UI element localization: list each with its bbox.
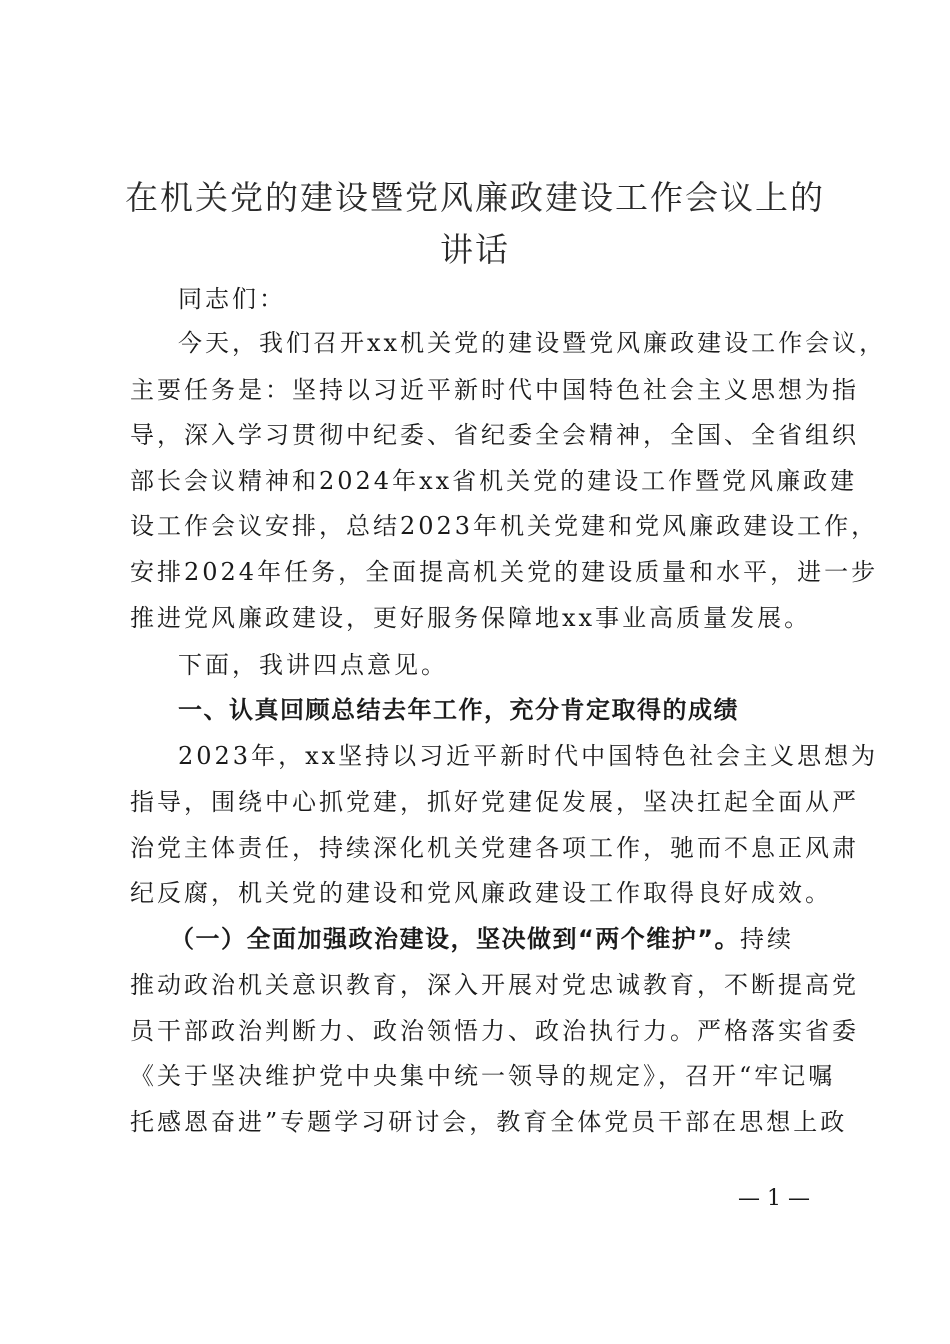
intro-line-7: 推进党风廉政建设，更好服务保障地xx事业高质量发展。 xyxy=(130,604,812,632)
section-1-line-2: 指导，围绕中心抓党建，抓好党建促发展，坚决扛起全面从严 xyxy=(130,788,859,816)
document-title-line-2: 讲话 xyxy=(440,230,510,269)
section-1-line-3: 治党主体责任，持续深化机关党建各项工作，驰而不息正风肃 xyxy=(130,834,859,862)
subsection-1-first-line-rest: 持续 xyxy=(740,925,795,953)
section-1-line-4: 纪反腐，机关党的建设和党风廉政建设工作取得良好成效。 xyxy=(130,879,832,907)
intro-line-4: 部长会议精神和2024年xx省机关党的建设工作暨党风廉政建 xyxy=(130,467,858,495)
intro-line-5: 设工作会议安排，总结2023年机关党建和党风廉政建设工作， xyxy=(130,512,879,540)
subsection-1-first-line xyxy=(170,922,794,956)
subsection-1-line-4: 《关于坚决维护党中央集中统一领导的规定》，召开“牢记嘱 xyxy=(130,1062,836,1090)
page-number: — 1 — xyxy=(738,1186,810,1211)
salutation: 同志们： xyxy=(178,285,286,313)
intro-line-2: 主要任务是：坚持以习近平新时代中国特色社会主义思想为指 xyxy=(130,376,859,404)
section-1-heading: 一、认真回顾总结去年工作，充分肯定取得的成绩 xyxy=(178,696,739,724)
section-1-line-1: 2023年，xx坚持以习近平新时代中国特色社会主义思想为 xyxy=(178,742,879,770)
intro-line-6: 安排2024年任务，全面提高机关党的建设质量和水平，进一步 xyxy=(130,558,879,586)
subsection-1-heading: （一）全面加强政治建设，坚决做到“两个维护”。 xyxy=(170,925,741,953)
intro-line-1: 今天，我们召开xx机关党的建设暨党风廉政建设工作会议， xyxy=(178,329,887,357)
subsection-1-line-5: 托感恩奋进”专题学习研讨会，教育全体党员干部在思想上政 xyxy=(130,1108,848,1136)
subsection-1-line-3: 员干部政治判断力、政治领悟力、政治执行力。严格落实省委 xyxy=(130,1017,859,1045)
subsection-1-line-2: 推动政治机关意识教育，深入开展对党忠诚教育，不断提高党 xyxy=(130,971,859,999)
transition-line: 下面，我讲四点意见。 xyxy=(178,651,448,679)
intro-line-3: 导，深入学习贯彻中纪委、省纪委全会精神，全国、全省组织 xyxy=(130,421,859,449)
document-title-line-1: 在机关党的建设暨党风廉政建设工作会议上的 xyxy=(125,178,825,217)
